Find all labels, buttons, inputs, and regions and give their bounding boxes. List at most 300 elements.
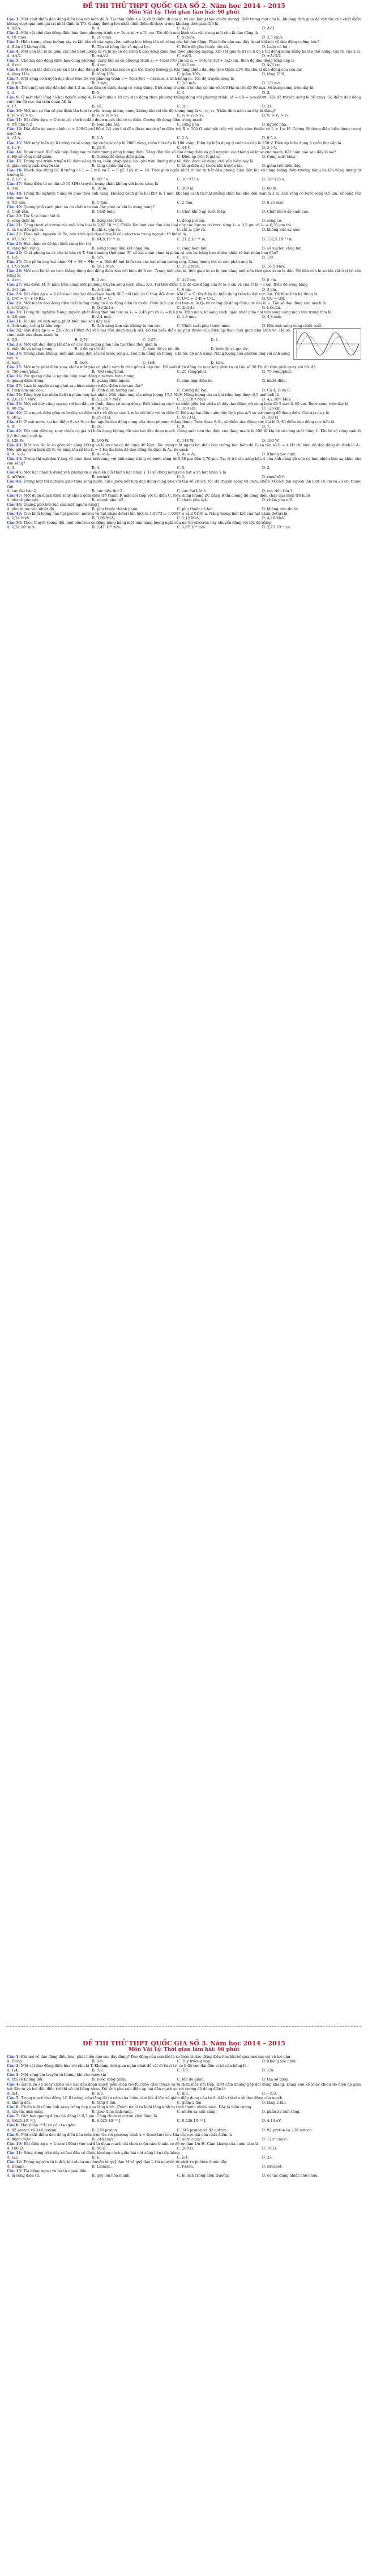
question-number: Câu 7:	[7, 2114, 22, 2119]
question-number: Câu 30:	[7, 310, 24, 315]
answer-option: A. 3 m.	[7, 186, 20, 191]
question-item	[7, 365, 361, 374]
question-number: Câu 48:	[7, 502, 24, 507]
answer-option: D. 4√3 cm.	[262, 62, 282, 67]
answer-option: D. 92 proton và 238 nơtron.	[262, 2127, 313, 2133]
answer-option: A. Hệ số công suất giảm.	[7, 154, 53, 159]
question-body: Hiện tượng cộng hưởng xảy ra khi tần số của ngoại lực cưỡng bức bằng tần số riêng của hệ dao động. Phát biểu nào sau đây là sai khi nói về dao động cưỡng bức?	[21, 40, 320, 45]
answer-option: A. 80 cm.	[7, 406, 24, 411]
question-item	[7, 67, 361, 76]
answer-option: C. λ/4.	[177, 2155, 189, 2160]
answer-options	[7, 2173, 361, 2178]
question-number: Câu 9:	[7, 94, 22, 100]
question-number: Câu 29:	[7, 300, 24, 305]
answer-options	[7, 163, 361, 168]
question-number: Câu 17:	[7, 182, 24, 187]
answer-option: C. 4√2 cm.	[177, 62, 197, 67]
answer-option: A. λ/2.	[7, 2155, 19, 2160]
answer-options	[7, 2155, 361, 2160]
question-item	[7, 2114, 361, 2123]
answer-option: B. 30 m.	[92, 186, 108, 191]
question-item	[7, 420, 361, 429]
question-number: Câu 1:	[7, 17, 22, 21]
question-text	[7, 49, 361, 54]
answer-options	[7, 255, 361, 260]
answer-option: A. nhanh pha π/4.	[7, 497, 40, 502]
question-item	[7, 150, 361, 159]
question-text	[7, 493, 361, 498]
answer-option: C. 18.	[177, 104, 188, 109]
answer-option: A. A₁ > A₂.	[7, 451, 27, 456]
question-body: Tia X có bản chất là	[23, 214, 60, 219]
answer-option: A. U²C = U² + U²RL.	[7, 296, 45, 301]
question-number: Câu 4:	[7, 2082, 22, 2087]
answer-option: C. 5 cm/s.	[177, 35, 195, 40]
answer-option: A. 2,6.10²⁴ MeV.	[7, 397, 37, 402]
question-number: Câu 3:	[7, 2073, 22, 2078]
question-item	[7, 520, 361, 529]
question-number: Câu 16:	[7, 168, 24, 173]
question-body: Một máy biến áp lí tưởng có số vòng dây cuộn sơ cấp là 2000 vòng, cuộn thứ cấp là 100 vòng. Điện áp hiệu dụng ở cuộn sơ cấp là 220 V. Điện áp hiệu dụng ở cuộn thứ cấp là	[23, 140, 341, 145]
question-number: Câu 32:	[7, 328, 24, 333]
exam-title: ĐỀ THI THỬ THPT QUỐC GIA SỐ 2. Năm học 2014 – 2015	[82, 2, 286, 10]
question-text	[7, 58, 361, 63]
answer-option: A. 47,7.10⁻¹¹ m.	[7, 236, 36, 242]
answer-option: A. tần số không đổi.	[7, 2077, 44, 2082]
question-item	[7, 292, 361, 301]
answer-option: B. 160 W.	[92, 438, 109, 443]
answer-option: C. 44 V.	[177, 145, 191, 150]
question-body: Một mạch dao động điện từ lí tưởng đang có dao động điện từ tự do. Điện tích cực đại trên tụ là Q₀ và cường độ dòng điện cực đại là I₀. Tần số dao động của mạch là	[23, 300, 326, 305]
answer-option: A. 2√3 cm.	[7, 287, 27, 292]
answer-option: A. 92 proton và 146 nơtron.	[7, 2127, 58, 2133]
question-body: Công thoát electron của một kim loại là 3,68.10⁻¹⁹ J. Chiếu lần lượt vào tấm kim loại này các bức xạ có bước sóng λ₁ = 0,5 μm và λ₂ = 0,35 μm thì	[23, 223, 292, 228]
question-text	[7, 2160, 361, 2164]
answer-option: D. ±A√3/2.	[262, 53, 283, 58]
answer-option: C. Điện áp trên R giảm.	[177, 154, 220, 159]
answer-option: D. 1.	[211, 337, 220, 342]
question-body: Ở mặt chất lỏng có hai nguồn sóng A, B cách nhau 18 cm, dao động theo phương thẳng đứng với phương trình uA = uB = acos50πt. Tốc độ truyền sóng là 50 cm/s. Số điểm dao động với biên độ cực đại trên đoạn AB là	[7, 94, 361, 104]
question-body: Một âm có tần số xác định lần lượt truyền trong nhôm, nước, không khí với tốc độ tương ứng là v₁, v₂, v₃. Nhận định nào sau đây là đúng?	[23, 108, 276, 113]
answer-option: C. 2 mm.	[177, 200, 194, 205]
question-text	[7, 301, 361, 305]
answer-option: A. Banme.	[7, 2164, 26, 2169]
answer-option: A. giảm công suất truyền tải.	[7, 163, 61, 168]
question-body: Trong nguyên tử hiđrô, khi electron chuyển từ quỹ đạo M về quỹ đạo L thì nguyên tử phát ra phôtôn thuộc dãy	[23, 2160, 227, 2165]
answer-option: B. v₁ > v₂ > v₃.	[92, 113, 119, 118]
question-item	[7, 118, 361, 127]
question-body: Đặt điện áp xoay chiều vào hai đầu đoạn mạch gồm điện trở R, cuộn cảm thuần và tụ điện mắc nối tiếp. Biết cảm kháng gấp đôi dung kháng. Dùng vôn kế xoay chiều đo điện áp giữa hai đầu tụ và hai đầu điện trở thì số chỉ bằng nhau. Độ lệch pha của điện áp hai đầu mạch so với cường độ dòng điện là	[7, 2082, 361, 2091]
question-item	[7, 95, 361, 109]
answer-option: B. quang điện ngoài.	[92, 378, 130, 384]
question-body: Cho khối lượng của hạt proton, nơtron và hạt nhân đơteri lần lượt là 1,0073 u; 1,0087 u và 2,0136 u. Năng lượng liên kết của hạt nhân đơteri là	[23, 511, 288, 516]
answer-option: C. 160 cm.	[177, 406, 197, 411]
answer-options	[7, 388, 361, 393]
question-body: Trong một thí nghiệm giao thoa sóng nước, hai nguồn kết hợp dao động cùng pha với tần số 20 Hz, tốc độ truyền sóng 40 cm/s. Điểm M cách hai nguồn lần lượt 16 cm và 20 cm thuộc vân	[7, 479, 362, 489]
question-number: Câu 39:	[7, 401, 24, 406]
answer-option: A. 3,6 mm.	[7, 315, 27, 320]
answer-option: C. v₃ > v₂ > v₁.	[177, 113, 204, 118]
answer-option: C. tăng điện áp trước khi truyền tải.	[177, 163, 243, 168]
question-item	[7, 85, 361, 94]
answer-option: B. năng lượng liên kết càng lớn.	[92, 245, 151, 251]
answer-option: A. trễ pha π/2.	[7, 122, 33, 127]
question-number: Câu 25:	[7, 259, 24, 264]
question-number: Câu 24:	[7, 250, 24, 255]
answer-option: B. 24π cm/s².	[92, 2136, 117, 2142]
question-text	[7, 292, 361, 296]
answer-option: A. phụ thuộc vào nhiệt độ.	[7, 507, 55, 512]
answer-option: D. 4,2.10²⁴ MeV.	[262, 397, 292, 402]
question-item	[7, 479, 361, 493]
answer-option: D. Không xác định.	[262, 451, 297, 456]
answer-option: C. 1,8 mm.	[177, 315, 197, 320]
question-item	[7, 2151, 361, 2160]
question-item	[7, 319, 361, 328]
answer-option: D. 7.	[262, 424, 271, 429]
question-body: Ở mặt nước, tại hai điểm S₁ và S₂ có hai nguồn dao động cùng pha theo phương thẳng đứng. Trên đoạn S₁S₂, số điểm dao động cực đại là 9. Số điểm dao động cực tiểu là	[23, 420, 335, 425]
answer-option: A. cả hai đều gây ra.	[7, 227, 45, 232]
answer-option: D. 2.	[262, 90, 271, 95]
answer-option: C. giảm 2 lần.	[177, 2100, 203, 2105]
answer-option: B. 10⁻⁷ s.	[92, 177, 109, 182]
question-item	[7, 168, 361, 182]
question-item	[7, 402, 361, 411]
question-body: Một vật nhỏ dao động điều hòa theo phương trình x = 5cos(πt + π/3) cm. Tốc độ trung bình của vật trong một chu kì dao động là	[21, 31, 258, 36]
answer-option: A. 2,24.10⁸ m/s.	[7, 525, 36, 530]
question-body: Đặt điện áp u = 220√2cos100πt (V) vào hai đầu đoạn mạch AB. Đồ thị biểu diễn sự phụ thuộc của điện áp theo thời gian như hình vẽ. Hệ số công suất của đoạn mạch là	[7, 328, 290, 338]
answer-option: D. UC = UR.	[262, 296, 285, 301]
question-text	[7, 150, 361, 154]
answer-option: A. 3.	[7, 90, 15, 95]
answer-option: A. sóng điện từ.	[7, 218, 36, 223]
answer-option: A. Tính đơn sắc cao.	[7, 387, 44, 393]
question-text	[7, 260, 361, 264]
answer-option: A. I₀/(2πQ₀).	[7, 305, 29, 310]
answer-option: C. 4√2 cm.	[177, 278, 197, 283]
question-number: Câu 6:	[7, 67, 22, 72]
answer-option: B. Tính định hướng cao.	[92, 387, 136, 393]
answer-option: B. 2,41.10⁸ m/s.	[92, 525, 121, 530]
question-body: Chiếu một chùm ánh sáng trắng hẹp qua lăng kính. Chùm tia ló ra khỏi lăng kính bị tách thành nhiều màu. Đây là hiện tượng	[21, 2105, 251, 2110]
answer-option: B. bước sóng giảm.	[92, 2077, 127, 2082]
question-body: Cho phản ứng hạt nhân ²H + ³H → ⁴He + n. Biết độ hụt khối của các hạt nhân tương ứng. Năng lượng tỏa ra của phản ứng là	[23, 259, 253, 264]
answer-option: D. Bracket.	[262, 2164, 283, 2169]
answer-option: B. giao thoa ánh sáng.	[92, 2109, 133, 2114]
question-text	[7, 2114, 361, 2118]
question-item	[7, 182, 361, 191]
question-text	[7, 141, 361, 145]
answer-option: A. 50 Ω.	[7, 415, 22, 420]
question-item	[7, 2142, 361, 2151]
answer-option: A. hλ/c.	[7, 360, 21, 365]
question-list	[7, 17, 361, 530]
question-item	[7, 205, 361, 214]
answer-option: B. 40 cm.	[92, 406, 109, 411]
answer-option: D. 2,75.10⁸ m/s.	[262, 525, 292, 530]
question-text	[7, 479, 361, 488]
answer-option: D. Cả A, B và C.	[262, 387, 291, 393]
answer-option: A. cực đại bậc 2.	[7, 488, 37, 493]
question-body: Hạt nhân ²³⁸U có cấu tạo gồm	[21, 2123, 76, 2128]
answer-options	[7, 2091, 361, 2096]
answer-option: D. v₁ > v₃ > v₂.	[262, 113, 290, 118]
answer-option: D. Chất khí ở áp suất cao.	[262, 209, 310, 214]
answer-option: C. 4.	[177, 90, 186, 95]
answer-option: B. 5.	[92, 90, 101, 95]
answer-option: B. cực tiểu thứ 2.	[92, 488, 123, 493]
question-text	[7, 168, 361, 177]
question-item	[7, 470, 361, 479]
answer-option: C. 200 Ω.	[177, 2146, 194, 2151]
question-number: Câu 9:	[7, 2132, 22, 2137]
answer-option: A. Ánh sáng trắng là hỗn hợp.	[7, 324, 62, 329]
answer-option: D. −π/3.	[262, 2091, 277, 2096]
question-item	[7, 17, 361, 31]
question-body: Một sóng âm truyền từ không khí vào nước thì	[21, 2073, 106, 2078]
answer-option: B. chỉ λ₂ gây ra.	[92, 227, 121, 232]
question-number: Câu 37:	[7, 383, 24, 388]
answer-option: D. 100 Ω.	[262, 415, 280, 420]
question-number: Câu 43:	[7, 442, 24, 447]
answer-option: B. ±A/√2.	[92, 53, 110, 58]
question-item	[7, 260, 361, 269]
answer-option: B. li độ và tốc độ.	[75, 346, 107, 351]
answer-option: C. cảm ứng điện từ.	[177, 378, 213, 384]
answer-option: B. Tần số bằng tần số ngoại lực.	[92, 44, 151, 49]
question-text	[7, 118, 361, 122]
answer-option: C. 5.	[177, 466, 186, 471]
question-item	[7, 40, 361, 49]
question-number: Câu 47:	[7, 493, 24, 498]
answer-options	[7, 72, 361, 76]
question-number: Câu 14:	[7, 149, 24, 154]
question-number: Câu 13:	[7, 2169, 24, 2174]
answer-option: B. 1 A.	[92, 136, 104, 141]
answer-options	[7, 397, 361, 402]
question-number: Câu 23:	[7, 241, 24, 246]
answer-options	[7, 218, 361, 223]
question-body: Đặt điện áp u = U₀cos(ωt) vào hai đầu đoạn mạch chỉ có tụ điện. Cường độ dòng điện trong mạch	[23, 118, 203, 123]
answer-option: D. không bức xạ nào.	[262, 227, 301, 232]
question-number: Câu 20:	[7, 214, 24, 219]
answer-option: C. 25 vòng/phút.	[177, 369, 208, 374]
question-number: Câu 38:	[7, 392, 24, 397]
answer-option: B. T/2.	[92, 2068, 104, 2073]
question-text	[7, 40, 361, 44]
question-number: Câu 11:	[7, 2150, 24, 2155]
voltage-graph-figure	[293, 328, 361, 360]
answer-options	[7, 2077, 361, 2082]
question-item	[7, 502, 361, 511]
answer-option: C. A√2.	[177, 26, 190, 31]
answer-option: A. 0,5.	[7, 337, 19, 342]
question-item	[7, 232, 361, 241]
question-number: Câu 26:	[7, 269, 24, 274]
question-number: Câu 2:	[7, 31, 22, 36]
question-item	[7, 282, 361, 291]
answer-option: B. hc/λ.	[75, 360, 89, 365]
question-text	[7, 85, 361, 90]
question-item	[7, 328, 361, 342]
answer-option: A. 8.	[7, 424, 15, 429]
question-item	[7, 384, 361, 393]
answer-option: C. Biên độ phụ thuộc tần số.	[177, 44, 229, 49]
question-body: Cho hai dao động điều hòa cùng phương, cùng tần số có phương trình x₁ = 4cos(10t) cm và x₂ = 4√3cos(10t + π/2) cm. Biên độ dao động tổng hợp là	[21, 58, 295, 63]
answer-option: B. nhanh pha π/2.	[92, 497, 125, 502]
question-text	[7, 95, 361, 104]
question-body: Sóng điện từ có tần số 10 MHz truyền trong chân không với bước sóng là	[23, 182, 159, 187]
question-item	[7, 141, 361, 150]
answer-option: D. 10⁻⁶/15 s.	[262, 177, 285, 182]
question-body: Tia hồng ngoại và tia tử ngoại đều	[23, 2169, 87, 2174]
answer-option: D. tần số tăng.	[262, 2077, 289, 2082]
question-number: Câu 18:	[7, 191, 24, 196]
answer-options	[7, 452, 361, 456]
answer-option: D. 4,14 eV.	[262, 2118, 282, 2123]
answer-option: A. 17.	[7, 104, 18, 109]
question-text	[7, 511, 361, 516]
question-body: Hạt nhân có độ hụt khối càng lớn thì	[23, 241, 91, 246]
answer-option: C. Pasen.	[177, 2164, 194, 2169]
question-text	[7, 2169, 361, 2173]
answer-option: A. 750 vòng/phút.	[7, 369, 40, 374]
question-number: Câu 5:	[7, 2095, 22, 2100]
answer-option: C. cùng pha.	[177, 122, 200, 127]
question-text	[7, 429, 361, 438]
question-body: Một chất điểm dao động điều hòa với biên độ A. Tại thời điểm t = 0, chất điểm đi qua vị trí cân bằng theo chiều dương. Biết trong một chu kì, khoảng thời gian để vận tốc của chất điểm không vượt quá một giá trị nhất định là T/3. Quãng đường lớn nhất chất điểm đi được trong khoảng thời gian T/6 là	[7, 17, 361, 27]
answer-option: A. tăng 11%.	[7, 72, 31, 77]
answer-option: B. A₁ < A₂.	[92, 451, 112, 456]
question-body: Đặt điện áp xoay chiều u = 200√2cos100πt (V) vào hai đầu đoạn mạch gồm điện trở R = 100 Ω mắc nối tiếp với cuộn cảm thuần có L = 1/π H. Cường độ dòng điện hiệu dụng trong mạch là	[7, 127, 361, 136]
answer-option: B. 3 m/s.	[92, 81, 108, 86]
question-text	[7, 411, 361, 415]
section-divider	[7, 2026, 361, 2027]
question-item	[7, 269, 361, 282]
answer-options	[7, 154, 361, 159]
question-body: Một đoạn mạch điện xoay chiều gồm điện trở thuần R mắc nối tiếp với tụ điện C. Nếu dung kháng ZC bằng R thì cường độ dòng điện chạy qua điện trở luôn	[23, 493, 310, 498]
question-item	[7, 2169, 361, 2178]
answer-option: C. nhiễu xạ ánh sáng.	[177, 2109, 217, 2114]
answer-option: D. nhiệt điện.	[262, 378, 287, 384]
question-body: Trong mạch dao động LC lí tưởng, nếu tăng độ tự cảm của cuộn cảm lên 4 lần và giảm điện dung của tụ đi 4 lần thì tần số dao động của mạch	[21, 2095, 283, 2100]
question-item	[7, 2105, 361, 2114]
answer-options	[7, 200, 361, 205]
answer-option: D. 0,25 mm.	[262, 200, 285, 205]
answer-options	[7, 104, 361, 109]
question-body: Theo thuyết tương đối, một electron có động năng bằng một nửa năng lượng nghỉ của nó thì electron này chuyển động với tốc độ bằng	[23, 520, 271, 525]
question-text	[7, 2054, 361, 2059]
answer-option: B. Q₀/(2πI₀).	[92, 305, 114, 310]
answer-option: C. 6 cm.	[177, 287, 192, 292]
answer-option: C. Chất khí ở áp suất thấp.	[177, 209, 226, 214]
answer-option: D. số nuclon càng lớn.	[262, 245, 303, 251]
answer-options	[7, 315, 361, 319]
question-text	[7, 127, 361, 136]
question-number: Câu 3:	[7, 40, 22, 45]
question-number: Câu 4:	[7, 49, 22, 54]
answer-option: D. Không xác định.	[262, 2059, 297, 2064]
answer-option: D. T/6.	[262, 2068, 275, 2073]
answer-option: B. 18,1 MeV.	[92, 264, 115, 269]
question-body: Trong thí nghiệm Y-âng, nguồn phát đồng thời hai bức xạ λ₁ = 0,45 μm và λ₂ = 0,6 μm. Trên màn, khoảng cách ngắn nhất giữa hai vân sáng cùng màu vân trung tâm là	[23, 310, 332, 315]
question-item	[7, 191, 361, 205]
question-item	[7, 2123, 361, 2132]
answer-option: B. dòng electron.	[92, 218, 123, 223]
question-item	[7, 443, 361, 456]
answer-option: D. không phụ thuộc.	[262, 507, 299, 512]
question-text	[7, 2082, 361, 2091]
answer-option: B. 3√2 cm.	[92, 287, 112, 292]
answer-option: A. 100 Ω.	[7, 2146, 24, 2151]
answer-option: C. 21,2.10⁻¹¹ m.	[177, 236, 207, 242]
question-text	[7, 2073, 361, 2077]
answer-option: A. 11 V.	[7, 145, 21, 150]
question-body: Khi nói về ánh sáng, phát biểu nào sau đây sai?	[23, 319, 111, 324]
question-number: Câu 22:	[7, 232, 24, 237]
answer-option: C. 50√3 Ω.	[177, 415, 196, 420]
answer-option: D. Luôn có lợi.	[262, 44, 289, 49]
answer-option: C. 1/6 m/s.	[177, 81, 197, 86]
answer-option: A. 6,625.10⁻¹⁹ J.	[7, 2118, 36, 2123]
question-number: Câu 2:	[7, 2064, 22, 2069]
answer-option: B. 84,8.10⁻¹¹ m.	[92, 236, 122, 242]
question-number: Câu 31:	[7, 319, 24, 324]
answer-option: B. Ánh sáng đơn sắc không bị tán sắc.	[92, 324, 162, 329]
question-text	[7, 2142, 361, 2146]
answer-option: D. 100 W.	[262, 438, 280, 443]
answer-option: C. bị lệch trong điện trường.	[177, 2173, 229, 2178]
question-item	[7, 429, 361, 442]
answer-options	[7, 347, 290, 351]
answer-options	[7, 360, 290, 365]
answer-option: C. Tùy trường hợp.	[177, 2059, 212, 2064]
answer-option: B. λ.	[92, 2155, 101, 2160]
question-body: Một máy phát điện xoay chiều một pha có phần cảm là rôto gồm 4 cặp cực. Để suất điện động do máy này phát ra có tần số 50 Hz thì rôto phải quay với tốc độ	[23, 365, 316, 370]
question-item	[7, 242, 361, 251]
answer-options	[7, 296, 361, 301]
answer-option: C. T/8.	[177, 2068, 189, 2073]
answer-option: D. giảm tiết diện dây.	[262, 163, 301, 168]
answer-options	[7, 287, 361, 292]
question-item	[7, 2096, 361, 2105]
question-item	[7, 109, 361, 118]
answer-option: B. 10.	[92, 424, 103, 429]
answer-option: C. biên độ và tốc độ.	[143, 346, 181, 351]
question-number: Câu 35:	[7, 365, 24, 370]
question-body: Trong chân không, một ánh sáng đơn sắc có bước sóng λ. Gọi h là hằng số Plăng, c là tốc độ ánh sáng. Năng lượng của phôtôn ứng với ánh sáng này là	[7, 351, 290, 360]
question-item	[7, 310, 361, 319]
answer-option: B. 25√3 Ω.	[92, 415, 112, 420]
answer-option: B. gây ion hóa mạnh.	[92, 2173, 131, 2178]
question-number: Câu 34:	[7, 351, 24, 356]
question-text	[7, 17, 361, 26]
question-body: Mạch dao động LC lí tưởng có L = 2 mH và C = 8 pF. Lấy π² = 10. Thời gian ngắn nhất từ lúc tụ bắt đầu phóng điện đến lúc có năng lượng điện trường bằng ba lần năng lượng từ trường là	[7, 168, 361, 178]
answer-option: B. Sai.	[92, 2059, 104, 2064]
question-number: Câu 45:	[7, 470, 24, 475]
question-number: Câu 8:	[7, 85, 22, 91]
question-body: Đặt một điện áp xoay chiều có giá trị hiệu dụng không đổi vào hai đầu đoạn mạch. Công suất tiêu thụ điện của đoạn mạch là 200 W khi hệ số công suất bằng 1. Khi hệ số công suất là 0,8 thì công suất là	[7, 429, 361, 438]
answer-option: B. tăng 10%.	[92, 72, 115, 77]
answer-options	[7, 209, 361, 214]
question-body: Một hạt nhân X đứng yên phóng xạ α và biến đổi thành hạt nhân Y. Tỉ số động năng của hạt α và hạt nhân Y là	[23, 470, 226, 475]
question-text	[7, 374, 361, 378]
question-number: Câu 41:	[7, 420, 24, 425]
question-number: Câu 7:	[7, 76, 22, 81]
question-item	[7, 393, 361, 402]
answer-option: D. 2.	[262, 466, 271, 471]
answer-options	[7, 438, 361, 443]
